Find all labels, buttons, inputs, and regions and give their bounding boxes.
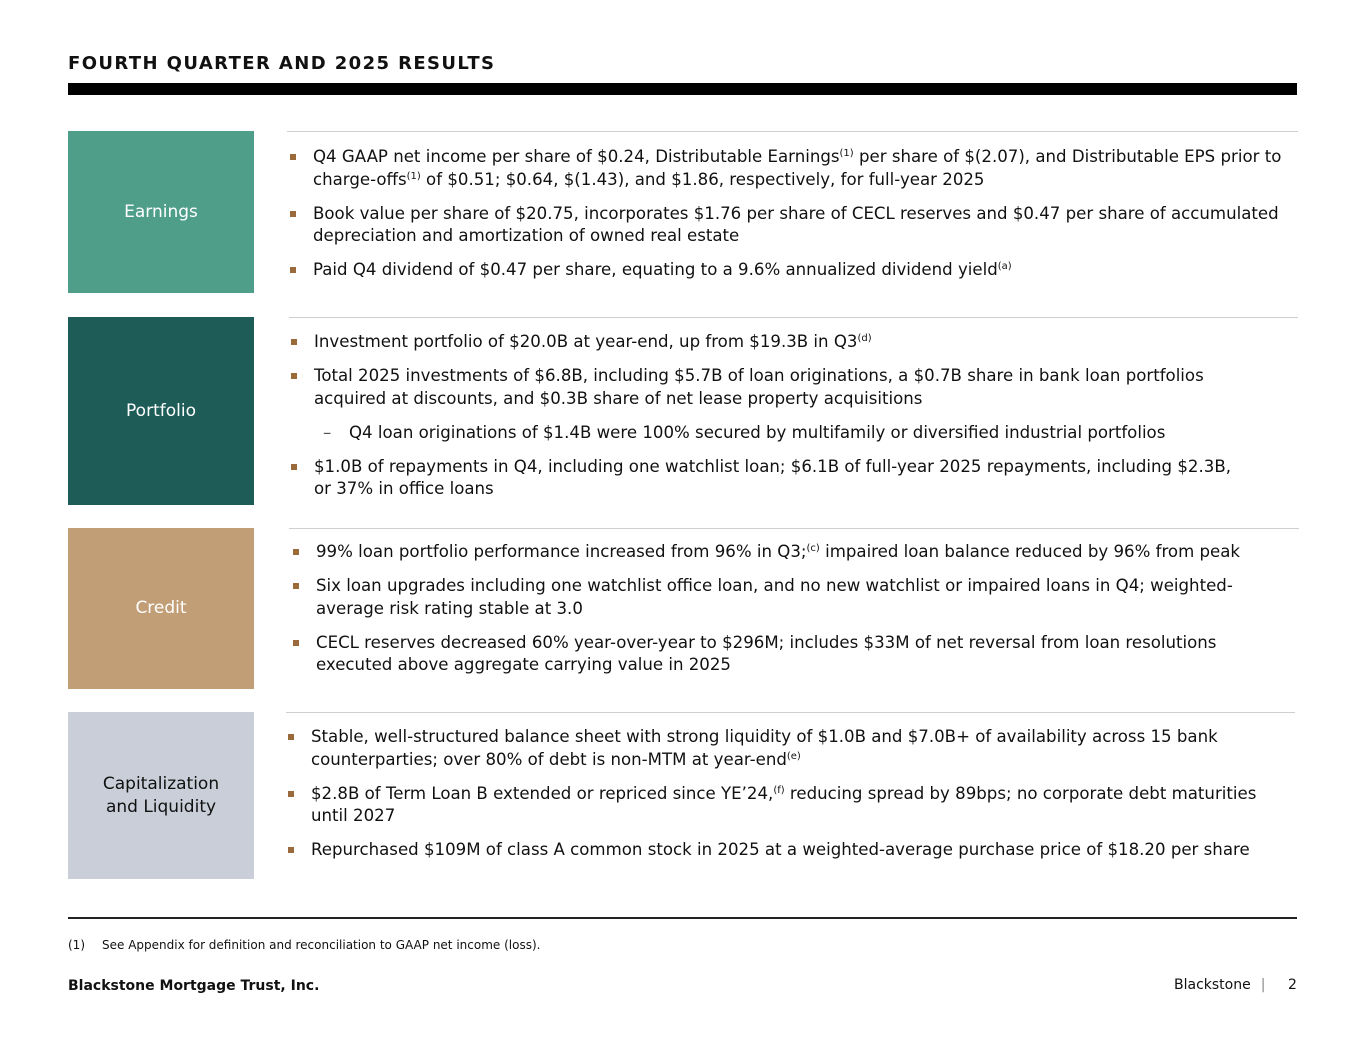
portfolio-label: Portfolio — [126, 400, 196, 421]
brand-name: Blackstone — [1174, 977, 1251, 993]
list-item: Six loan upgrades including one watchlist office loan, and no new watchlist or impaired loans in Q4; weighted-average risk rating stable at 3.0 — [291, 575, 1281, 620]
list-item: – Q4 loan originations of $1.4B were 100% secured by multifamily or diversified industrial portfolios — [289, 422, 1249, 445]
credit-label: Credit — [135, 598, 187, 618]
list-item: Book value per share of $20.75, incorporates $1.76 per share of CECL reserves and $0.47 per share of accumulated depreciation and amortization of owned real estate — [288, 203, 1288, 248]
earnings-bullets — [288, 146, 1288, 293]
list-item: Total 2025 investments of $6.8B, including $5.7B of loan originations, a $0.7B share in bank loan portfolios acquired at discounts, and $0.3B share of net lease property acquisitions — [289, 365, 1249, 410]
footnote — [68, 938, 540, 952]
earnings-label-box — [68, 131, 254, 293]
page-title: FOURTH QUARTER AND 2025 RESULTS — [68, 53, 496, 74]
credit-bullets — [291, 541, 1281, 688]
list-item: Investment portfolio of $20.0B at year-end, up from $19.3B in Q3$^{(d)}$ — [289, 331, 1249, 354]
list-item: $1.0B of repayments in Q4, including one watchlist loan; $6.1B of full-year 2025 repayments, including $2.3B, or 37% in office loans — [289, 456, 1249, 501]
footnote-number: (1) — [68, 938, 85, 952]
title-rule — [68, 83, 1297, 95]
list-item: Stable, well-structured balance sheet with strong liquidity of $1.0B and $7.0B+ of availability across 15 bank counterparties; over 80% of debt is non-MTM at year-end$^{(e)}$ — [286, 726, 1291, 771]
list-item: Repurchased $109M of class A common stock in 2025 at a weighted-average purchase price of $18.20 per share — [286, 839, 1291, 862]
brand-footer — [1174, 977, 1273, 993]
list-item: $2.8B of Term Loan B extended or repriced since YE’24,$^{(f)}$ reducing spread by 89bps; no corporate debt maturities until 2027 — [286, 783, 1291, 828]
earnings-divider — [287, 131, 1298, 132]
earnings-label: Earnings — [124, 201, 198, 222]
footnote-text: See Appendix for definition and reconciliation to GAAP net income (loss). — [102, 938, 541, 952]
portfolio-divider — [289, 317, 1298, 318]
list-item: Paid Q4 dividend of $0.47 per share, equating to a 9.6% annualized dividend yield$^{(a)}$ — [288, 259, 1288, 282]
footer-separator: | — [1260, 977, 1266, 993]
capitalization-label: Capitalization and Liquidity — [102, 773, 220, 817]
portfolio-bullets — [289, 331, 1249, 512]
capitalization-divider — [286, 712, 1295, 713]
portfolio-label-box — [68, 317, 254, 505]
list-item: 99% loan portfolio performance increased from 96% in Q3;$^{(c)}$ impaired loan balance reduced by 96% from peak — [291, 541, 1281, 564]
credit-label-box — [68, 528, 254, 689]
capitalization-label-box — [68, 712, 254, 879]
list-item: Q4 GAAP net income per share of $0.24, Distributable Earnings$^{(1)}$ per share of $(2.07), and Distributable EPS prior to charge-offs$^{(1)}$ of $0.51; $0.64, $(1.43), and $1.86, respectively, for full-year 2025 — [288, 146, 1288, 191]
company-name: Blackstone Mortgage Trust, Inc. — [68, 978, 320, 994]
footnote-rule — [68, 917, 1297, 919]
page-number: 2 — [1288, 977, 1297, 993]
list-item: CECL reserves decreased 60% year-over-year to $296M; includes $33M of net reversal from loan resolutions executed above aggregate carrying value in 2025 — [291, 632, 1281, 677]
credit-divider — [289, 528, 1299, 529]
capitalization-bullets — [286, 726, 1291, 873]
